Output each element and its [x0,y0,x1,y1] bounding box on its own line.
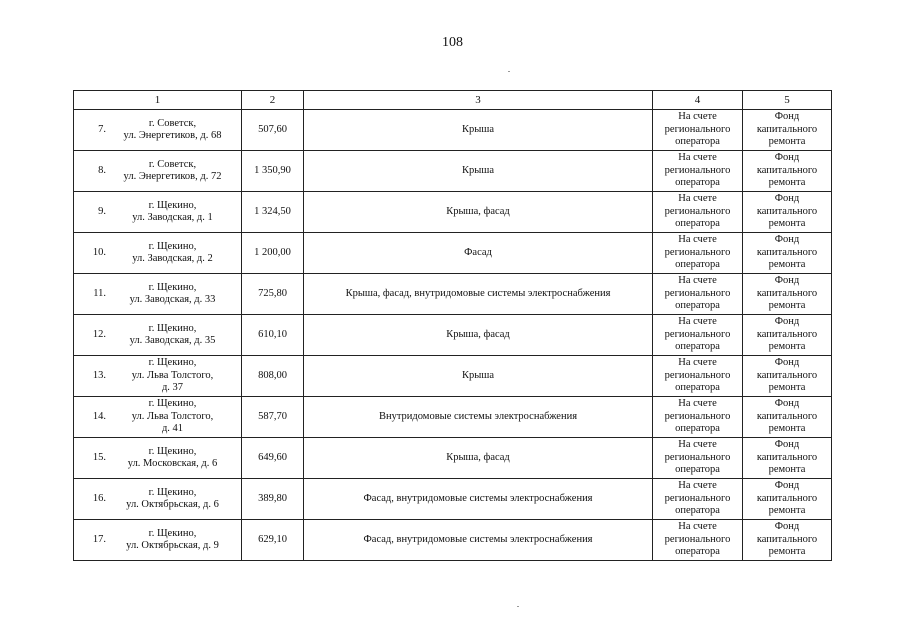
address-line: г. Щекино, [148,445,197,457]
address-text [110,398,241,436]
table-row [74,397,832,438]
account-line: оператора [675,464,720,476]
account-cell [653,520,743,561]
address-line: ул. Энергетиков, д. 68 [123,130,222,141]
account-line: На счете [678,193,717,205]
account-line: оператора [675,136,720,148]
fund-line: Фонд [774,193,800,205]
works-cell: Крыша, фасад [304,192,653,233]
address-line: г. Щекино, [148,398,197,410]
column-header: 3 [304,91,653,110]
account-line: На счете [678,398,717,410]
address-cell [74,315,242,356]
row-number: 17. [92,533,106,545]
row-number: 11. [93,287,106,299]
address-line: г. Щекино, [148,281,197,293]
address-text [110,118,241,143]
address-line: г. Щекино, [148,357,197,369]
fund-cell [743,438,832,479]
table-row [74,274,832,315]
row-number: 13. [92,369,106,381]
fund-line: Фонд [774,275,800,287]
table-row [74,192,832,233]
row-number: 14. [92,410,106,422]
account-line: оператора [675,341,720,353]
fund-cell [743,315,832,356]
account-cell [653,110,743,151]
fund-line: капитального [756,451,818,463]
address-line: г. Щекино, [148,240,197,252]
address-line: г. Щекино, [148,322,197,334]
account-line: регионального [664,205,731,217]
row-number: 10. [92,246,106,258]
account-line: регионального [664,451,731,463]
works-cell: Внутридомовые системы электроснабжения [304,397,653,438]
account-line: оператора [675,300,720,312]
fund-line: Фонд [774,398,800,410]
account-cell [653,356,743,397]
works-cell: Крыша, фасад [304,438,653,479]
table-header-row [74,91,832,110]
account-line: оператора [675,177,720,189]
area-cell: 725,80 [242,274,304,315]
address-line: г. Щекино, [148,527,197,539]
account-line: регионального [664,492,731,504]
account-line: На счете [678,111,717,123]
area-cell: 587,70 [242,397,304,438]
account-cell [653,438,743,479]
fund-line: капитального [756,123,818,135]
address-line: ул. Октябрьская, д. 9 [126,540,219,551]
address-cell [74,192,242,233]
account-line: оператора [675,423,720,435]
row-number: 9. [98,205,106,217]
row-number: 7. [98,123,106,135]
address-line: г. Щекино, [148,199,197,211]
area-cell: 1 324,50 [242,192,304,233]
address-line: ул. Заводская, д. 35 [129,335,216,346]
fund-line: капитального [756,369,818,381]
row-number: 12. [92,328,106,340]
fund-cell [743,110,832,151]
account-line: На счете [678,316,717,328]
fund-line: капитального [756,246,818,258]
fund-line: капитального [756,205,818,217]
address-line: ул. Льва Толстого, [131,410,214,422]
address-text [110,357,241,395]
account-line: регионального [664,246,731,258]
row-number: 8. [98,164,106,176]
area-cell: 507,60 [242,110,304,151]
account-line: оператора [675,259,720,271]
fund-line: ремонта [768,546,806,558]
account-cell [653,233,743,274]
fund-cell [743,520,832,561]
fund-line: ремонта [768,136,806,148]
works-cell: Крыша, фасад [304,315,653,356]
fund-line: капитального [756,164,818,176]
address-line: ул. Заводская, д. 2 [132,253,213,264]
account-line: регионального [664,164,731,176]
address-line: ул. Заводская, д. 33 [129,294,216,305]
account-line: оператора [675,382,720,394]
address-cell [74,233,242,274]
scan-speck [517,606,519,607]
address-cell [74,438,242,479]
account-line: На счете [678,152,717,164]
fund-line: ремонта [768,300,806,312]
area-cell: 389,80 [242,479,304,520]
account-line: регионального [664,410,731,422]
address-line: ул. Льва Толстого, [131,369,214,381]
account-line: На счете [678,480,717,492]
account-cell [653,192,743,233]
table-row [74,520,832,561]
fund-line: капитального [756,328,818,340]
fund-line: ремонта [768,218,806,230]
fund-line: Фонд [774,234,800,246]
fund-cell [743,397,832,438]
address-text [110,200,241,225]
account-line: регионального [664,328,731,340]
column-header: 4 [653,91,743,110]
address-line: г. Щекино, [148,486,197,498]
fund-line: Фонд [774,316,800,328]
address-text [110,528,241,553]
account-line: оператора [675,546,720,558]
area-cell: 1 350,90 [242,151,304,192]
column-header: 2 [242,91,304,110]
address-line: ул. Энергетиков, д. 72 [123,171,222,182]
account-line: оператора [675,505,720,517]
fund-cell [743,356,832,397]
works-cell: Фасад, внутридомовые системы электроснабжения [304,479,653,520]
address-cell [74,110,242,151]
row-number: 16. [92,492,106,504]
address-line: г. Советск, [148,117,197,129]
works-cell: Фасад [304,233,653,274]
address-line: ул. Октябрьская, д. 6 [126,499,219,510]
area-cell: 629,10 [242,520,304,561]
address-line: г. Советск, [148,158,197,170]
address-cell [74,397,242,438]
fund-line: капитального [756,492,818,504]
address-cell [74,151,242,192]
account-line: регионального [664,369,731,381]
fund-line: Фонд [774,480,800,492]
fund-cell [743,274,832,315]
table-row [74,479,832,520]
page-number: 108 [442,35,463,50]
account-line: На счете [678,234,717,246]
area-cell: 808,00 [242,356,304,397]
fund-line: ремонта [768,505,806,517]
account-cell [653,315,743,356]
address-cell [74,274,242,315]
works-cell: Фасад, внутридомовые системы электроснабжения [304,520,653,561]
address-cell [74,479,242,520]
account-line: оператора [675,218,720,230]
account-line: регионального [664,287,731,299]
address-text [110,159,241,184]
works-cell: Крыша, фасад, внутридомовые системы электроснабжения [304,274,653,315]
account-cell [653,479,743,520]
fund-line: Фонд [774,357,800,369]
fund-line: капитального [756,533,818,545]
fund-line: ремонта [768,464,806,476]
address-text [110,241,241,266]
fund-cell [743,479,832,520]
fund-line: Фонд [774,521,800,533]
address-line: ул. Заводская, д. 1 [132,212,213,223]
table-row [74,110,832,151]
address-cell [74,356,242,397]
account-cell [653,397,743,438]
table-row [74,151,832,192]
fund-line: Фонд [774,439,800,451]
address-text [110,282,241,307]
address-text [110,446,241,471]
table-row [74,315,832,356]
fund-cell [743,151,832,192]
address-line: д. 37 [161,382,184,394]
fund-line: капитального [756,287,818,299]
fund-line: ремонта [768,341,806,353]
account-line: На счете [678,357,717,369]
works-cell: Крыша [304,151,653,192]
scan-speck [508,71,510,72]
account-line: регионального [664,533,731,545]
area-cell: 1 200,00 [242,233,304,274]
table-row [74,356,832,397]
address-text [110,487,241,512]
address-line: ул. Московская, д. 6 [127,458,218,469]
account-line: На счете [678,521,717,533]
account-cell [653,151,743,192]
fund-cell [743,192,832,233]
column-header: 1 [74,91,242,110]
address-cell [74,520,242,561]
account-line: регионального [664,123,731,135]
fund-line: ремонта [768,382,806,394]
fund-line: ремонта [768,423,806,435]
fund-line: ремонта [768,177,806,189]
address-line: д. 41 [161,423,184,435]
works-cell: Крыша [304,110,653,151]
table-row [74,233,832,274]
fund-line: Фонд [774,152,800,164]
account-line: На счете [678,439,717,451]
fund-line: капитального [756,410,818,422]
works-cell: Крыша [304,356,653,397]
address-text [110,323,241,348]
account-cell [653,274,743,315]
table-row [74,438,832,479]
fund-cell [743,233,832,274]
row-number: 15. [92,451,106,463]
repair-program-table [73,90,832,561]
area-cell: 610,10 [242,315,304,356]
area-cell: 649,60 [242,438,304,479]
account-line: На счете [678,275,717,287]
fund-line: Фонд [774,111,800,123]
fund-line: ремонта [768,259,806,271]
column-header: 5 [743,91,832,110]
